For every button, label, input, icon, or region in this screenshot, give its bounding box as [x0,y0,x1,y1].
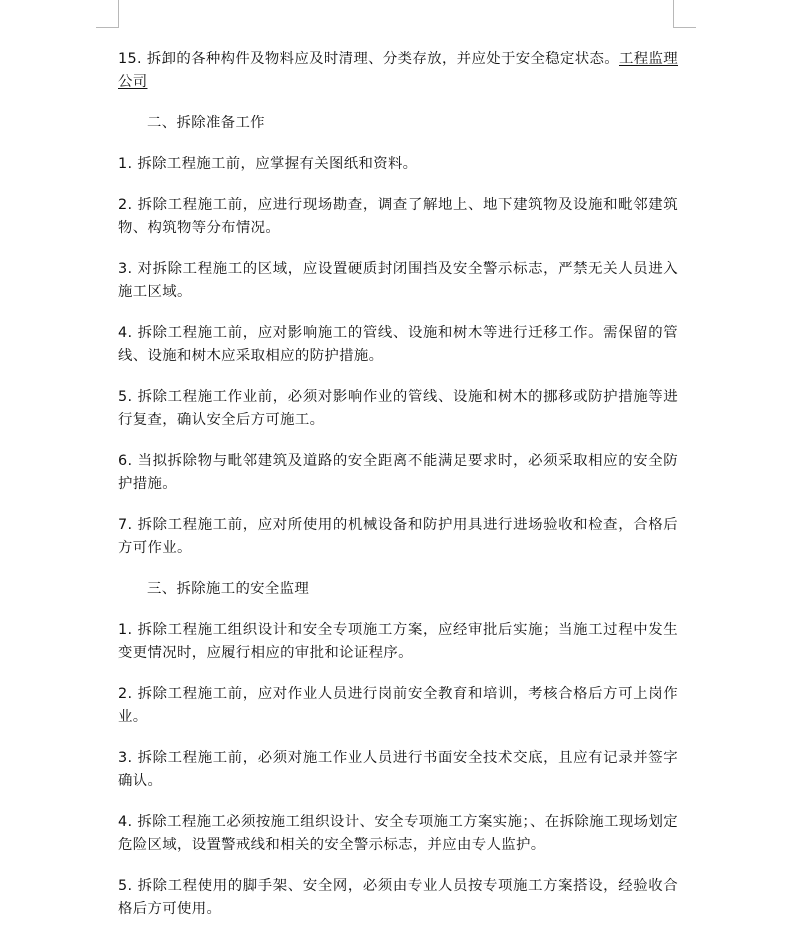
paragraph-item: 3. 拆除工程施工前，必须对施工作业人员进行书面安全技术交底，且应有记录并签字确认。 [118,750,678,789]
paragraph-item: 3. 对拆除工程施工的区域，应设置硬质封闭围挡及安全警示标志，严禁无关人员进入施工区域。 [118,261,678,300]
paragraph-item: 1. 拆除工程施工前，应掌握有关图纸和资料。 [118,156,418,172]
paragraph-item: 4. 拆除工程施工前，应对影响施工的管线、设施和树木等进行迁移工作。需保留的管线、设施和树木应采取相应的防护措施。 [118,325,678,364]
right-crop-mark [673,0,696,28]
paragraph-item: 2. 拆除工程施工前，应对作业人员进行岗前安全教育和培训，考核合格后方可上岗作业。 [118,686,678,725]
paragraph-item: 5. 拆除工程施工作业前，必须对影响作业的管线、设施和树木的挪移或防护措施等进行复查，确认安全后方可施工。 [118,389,678,428]
company-hyperlink[interactable]: 工程监理公司 [118,51,679,90]
section-heading-supervision: 三、拆除施工的安全监理 [147,581,310,597]
paragraph-item: 1. 拆除工程施工组织设计和安全专项施工方案，应经审批后实施；当施工过程中发生变更情况时，应履行相应的审批和论证程序。 [118,622,678,661]
paragraph-item: 7. 拆除工程施工前，应对所使用的机械设备和防护用具进行进场验收和检查，合格后方可作业。 [118,517,678,556]
paragraph-item: 2. 拆除工程施工前，应进行现场勘查，调查了解地上、地下建筑物及设施和毗邻建筑物、构筑物等分布情况。 [118,197,678,236]
paragraph-item-15 [118,48,678,94]
document-body[interactable] [118,48,678,939]
paragraph-item: 5. 拆除工程使用的脚手架、安全网，必须由专业人员按专项施工方案搭设，经验收合格后方可使用。 [118,878,678,917]
paragraph-item: 4. 拆除工程施工必须按施工组织设计、安全专项施工方案实施；、在拆除施工现场划定危险区域，设置警戒线和相关的安全警示标志，并应由专人监护。 [118,814,678,853]
paragraph-text: 15. 拆卸的各种构件及物料应及时清理、分类存放，并应处于安全稳定状态。 [118,51,619,67]
paragraph-item: 6. 当拟拆除物与毗邻建筑及道路的安全距离不能满足要求时，必须采取相应的安全防护措施。 [118,453,678,492]
section-heading-preparation: 二、拆除准备工作 [147,115,265,131]
left-crop-mark [96,0,119,28]
